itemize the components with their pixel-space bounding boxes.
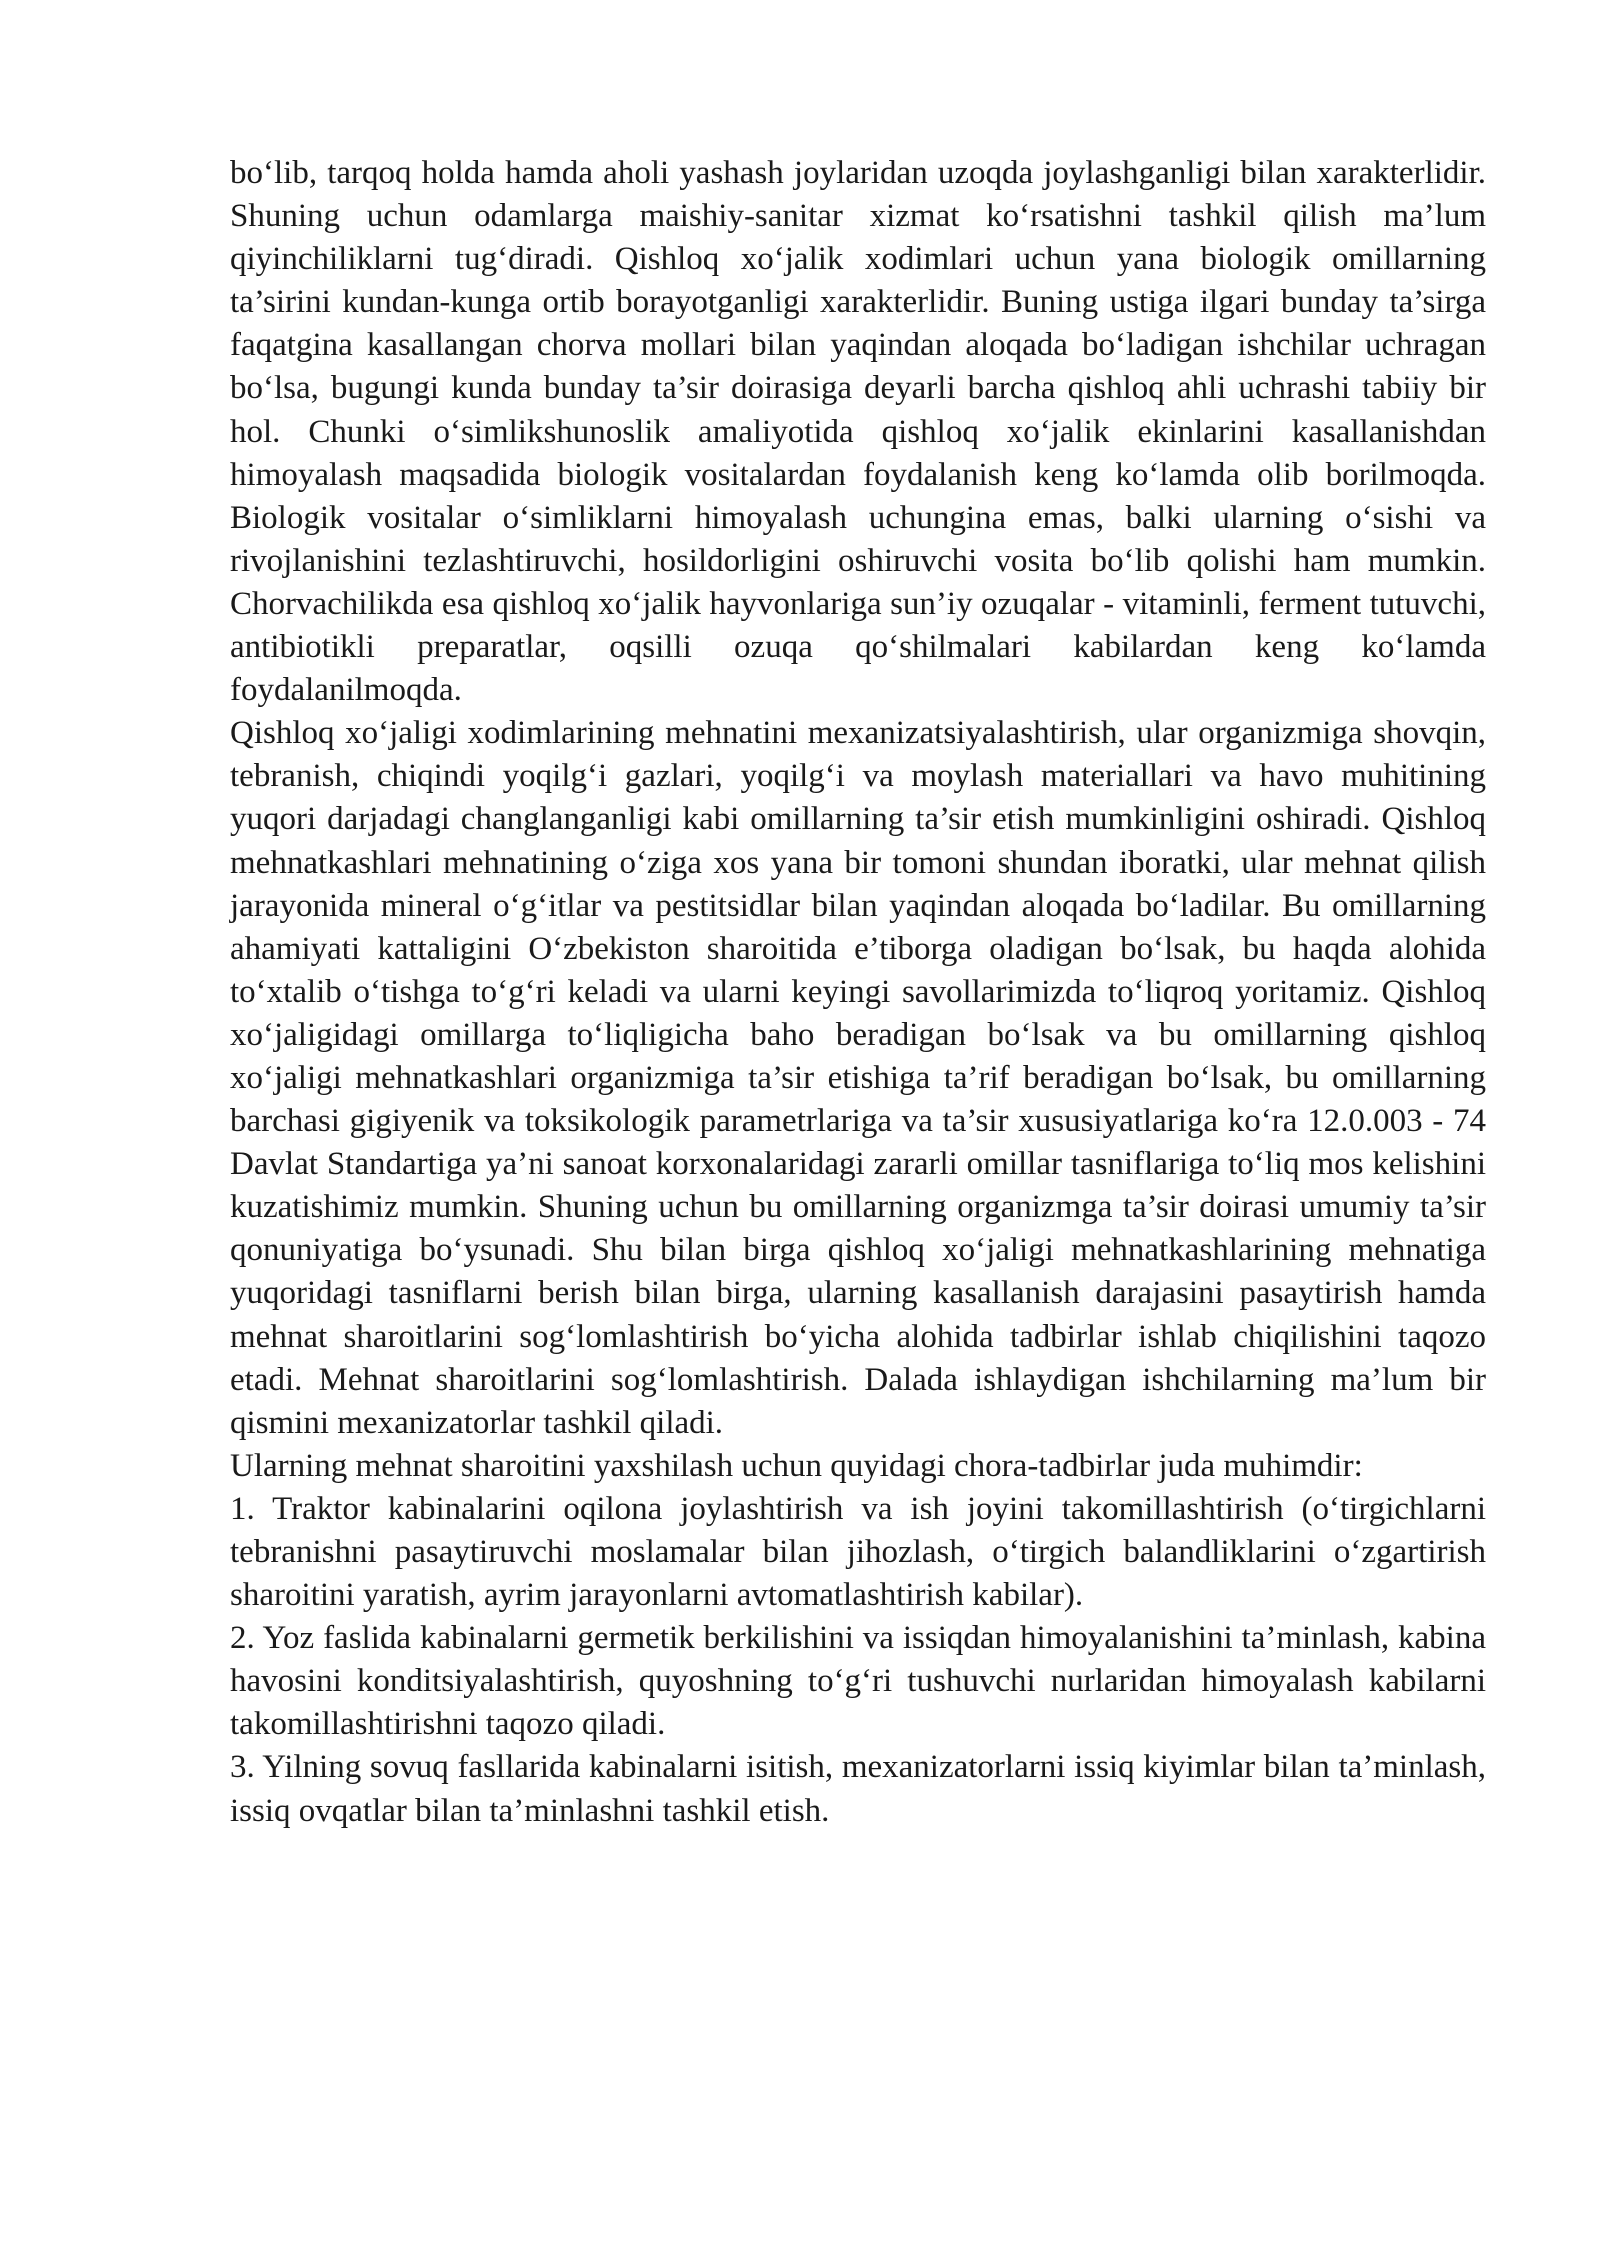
document-page — [230, 152, 1486, 1833]
paragraph-intro: bo‘lib, tarqoq holda hamda aholi yashash joylaridan uzoqda joylashganligi bilan xarakterlidir. Shuning uchun odamlarga maishiy-sanitar xizmat ko‘rsatishni tashkil qilish ma’lum qiyinchiliklarni tug‘diradi. Qishloq xo‘jalik xodimlari uchun yana biologik omillarning ta’sirini kundan-kunga ortib borayotganligi xarakterlidir. Buning ustiga ilgari bunday ta’sirga faqatgina kasallangan chorva mollari bilan yaqindan aloqada bo‘ladigan ishchilar uchragan bo‘lsa, bugungi kunda bunday ta’sir doirasiga deyarli barcha qishloq ahli uchrashi tabiiy bir hol. Chunki o‘simlikshunoslik amaliyotida qishloq xo‘jalik ekinlarini kasallanishdan himoyalash maqsadida biologik vositalardan foydalanish keng ko‘lamda olib borilmoqda. Biologik vositalar o‘simliklarni himoyalash uchungina emas, balki ularning o‘sishi va rivojlanishini tezlashtiruvchi, hosildorligini oshiruvchi vosita bo‘lib qolishi ham mumkin. Chorvachilikda esa qishloq xo‘jalik hayvonlariga sun’iy ozuqalar - vitaminli, ferment tutuvchi, antibiotikli preparatlar, oqsilli ozuqa qo‘shilmalari kabilardan keng ko‘lamda foydalanilmoqda. — [230, 155, 1486, 709]
paragraph-mechanization: Qishloq xo‘jaligi xodimlarining mehnatini mexanizatsiyalashtirish, ular organizmiga shovqin, tebranish, chiqindi yoqilg‘i gazlari, yoqilg‘i va moylash materiallari va havo muhitining yuqori darjadagi changlanganligi kabi omillarning ta’sir etish mumkinligini oshiradi. Qishloq mehnatkashlari mehnatining o‘ziga xos yana bir tomoni shundan iboratki, ular mehnat qilish jarayonida mineral o‘g‘itlar va pestitsidlar bilan yaqindan aloqada bo‘ladilar. Bu omillarning ahamiyati kattaligini O‘zbekiston sharoitida e’tiborga oladigan bo‘lsak, bu haqda alohida to‘xtalib o‘tishga to‘g‘ri keladi va ularni keyingi savollarimizda to‘liqroq yoritamiz. Qishloq xo‘jaligidagi omillarga to‘liqligicha baho beradigan bo‘lsak va bu omillarning qishloq xo‘jaligi mehnatkashlari organizmiga ta’sir etishiga ta’rif beradigan bo‘lsak, bu omillarning barchasi gigiyenik va toksikologik parametrlariga va ta’sir xususiyatlariga ko‘ra 12.0.003 - 74 Davlat Standartiga ya’ni sanoat korxonalaridagi zararli omillar tasniflariga to‘liq mos kelishini kuzatishimiz mumkin. Shuning uchun bu omillarning organizmga ta’sir doirasi umumiy ta’sir qonuniyatiga bo‘ysunadi. Shu bilan birga qishloq xo‘jaligi mehnatkashlarining mehnatiga yuqoridagi tasniflarni berish bilan birga, ularning kasallanish darajasini pasaytirish hamda mehnat sharoitlarini sog‘lomlashtirish bo‘yicha alohida tadbirlar ishlab chiqilishini taqozo etadi. Mehnat sharoitlarini sog‘lomlashtirish. Dalada ishlaydigan ishchilarning ma’lum bir qismini mexanizatorlar tashkil qiladi. — [230, 715, 1486, 1441]
list-item-2: 2. Yoz faslida kabinalarni germetik berkilishini va issiqdan himoyalanishini ta’minlash, kabina havosini konditsiyalashtirish, quyoshning to‘g‘ri tushuvchi nurlaridan himoyalash kabilarni takomillashtirishni taqozo qiladi. — [230, 1620, 1486, 1743]
paragraph-measures-intro: Ularning mehnat sharoitini yaxshilash uchun quyidagi chora-tadbirlar juda muhimdir: — [230, 1447, 1363, 1484]
list-item-3: 3. Yilning sovuq fasllarida kabinalarni isitish, mexanizatorlarni issiq kiyimlar bilan ta’minlash, issiq ovqatlar bilan ta’minlashni tashkil etish. — [230, 1749, 1486, 1829]
list-item-1: 1. Traktor kabinalarini oqilona joylashtirish va ish joyini takomillashtirish (o‘tirgichlarni tebranishni pasaytiruvchi moslamalar bilan jihozlash, o‘tirgich balandliklarini o‘zgartirish sharoitini yaratish, ayrim jarayonlarni avtomatlashtirish kabilar). — [230, 1490, 1486, 1614]
